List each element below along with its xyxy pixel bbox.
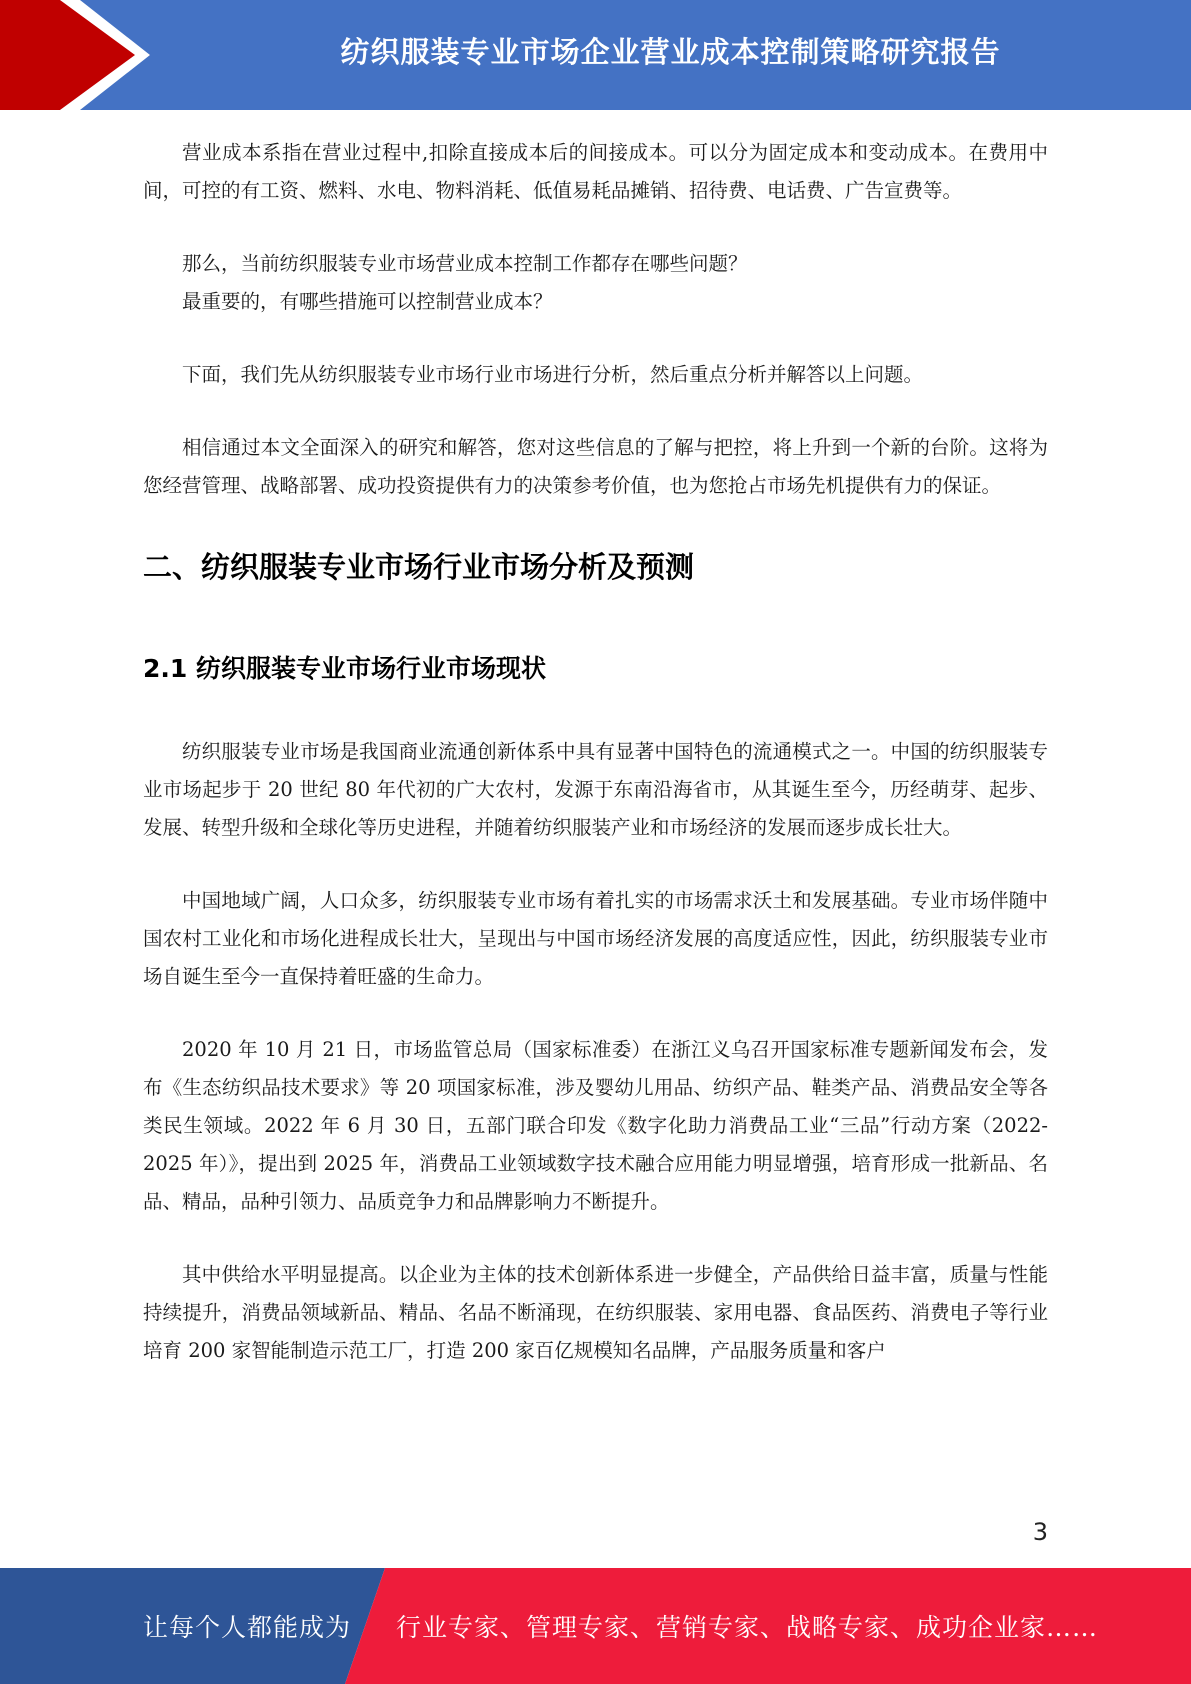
footer-slogan-left: 让每个人都能成为: [143, 1613, 352, 1642]
section-heading: 二、纺织服装专业市场行业市场分析及预测: [143, 550, 695, 584]
header-arrow-icon: [0, 0, 160, 110]
body-paragraph-history: 纺织服装专业市场是我国商业流通创新体系中具有显著中国特色的流通模式之一。中国的纺织服装专业市场起步于 20 世纪 80 年代初的广大农村，发源于东南沿海省市，从其诞生至今，历经萌芽、起步、发展、转型升级和全球化等历史进程，并随着纺织服装产业和市场经济的发展而逐步成长壮大。: [143, 740, 1048, 839]
header-band: [0, 0, 1191, 110]
footer-slogan-right: 行业专家、管理专家、营销专家、战略专家、成功企业家……: [396, 1613, 1099, 1642]
intro-value-paragraph: 相信通过本文全面深入的研究和解答，您对这些信息的了解与把控，将上升到一个新的台阶。这将为您经营管理、战略部署、成功投资提供有力的决策参考价值，也为您抢占市场先机提供有力的保证。: [143, 436, 1048, 497]
report-title: 纺织服装专业市场企业营业成本控制策略研究报告: [340, 34, 1001, 69]
body-paragraph-vitality: 中国地域广阔，人口众多，纺织服装专业市场有着扎实的市场需求沃土和发展基础。专业市场伴随中国农村工业化和市场化进程成长壮大，呈现出与中国市场经济发展的高度适应性，因此，纺织服装专业市场自诞生至今一直保持着旺盛的生命力。: [143, 889, 1048, 988]
intro-question-2: 最重要的，有哪些措施可以控制营业成本？: [182, 290, 553, 313]
intro-question-1: 那么，当前纺织服装专业市场营业成本控制工作都存在哪些问题？: [182, 252, 748, 275]
page-number: 3: [1032, 1518, 1048, 1546]
body-paragraph-supply: 其中供给水平明显提高。以企业为主体的技术创新体系进一步健全，产品供给日益丰富，质量与性能持续提升，消费品领域新品、精品、名品不断涌现，在纺织服装、家用电器、食品医药、消费电子等行业培育 200 家智能制造示范工厂，打造 200 家百亿规模知名品牌，产品服务质量和客户: [143, 1263, 1048, 1362]
body-paragraph-policy: 2020 年 10 月 21 日，市场监管总局（国家标准委）在浙江义乌召开国家标准专题新闻发布会，发布《生态纺织品技术要求》等 20 项国家标准，涉及婴幼儿用品、纺织产品、鞋类产品、消费品安全等各类民生领域。2022 年 6 月 30 日，五部门联合印发《数字化助力消费品工业“三品”行动方案（2022-2025 年）》，提出到 2025 年，消费品工业领域数字技术融合应用能力明显增强，培育形成一批新品、名品、精品，品种引领力、品质竞争力和品牌影响力不断提升。: [143, 1038, 1048, 1213]
intro-plan-paragraph: 下面，我们先从纺织服装专业市场行业市场进行分析，然后重点分析并解答以上问题。: [182, 363, 924, 386]
footer-band: [0, 1568, 1191, 1684]
intro-paragraph: 营业成本系指在营业过程中,扣除直接成本后的间接成本。可以分为固定成本和变动成本。在费用中间，可控的有工资、燃料、水电、物料消耗、低值易耗品摊销、招待费、电话费、广告宣费等。: [143, 141, 1048, 202]
subsection-heading: 2.1 纺织服装专业市场行业市场现状: [143, 654, 546, 683]
page-content: [143, 134, 1048, 1370]
